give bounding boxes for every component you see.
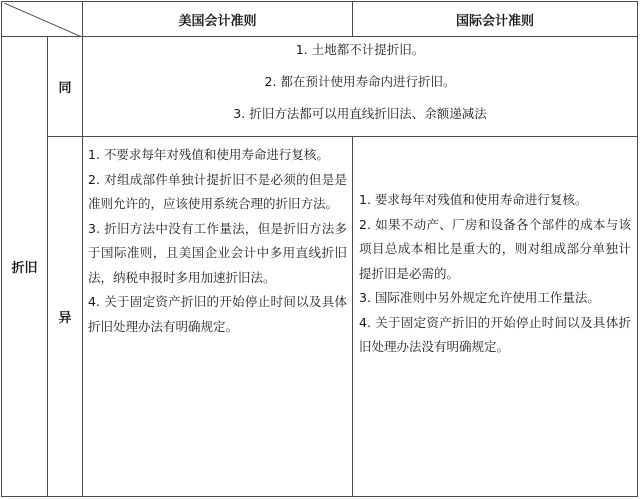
ifrs-difference-item: 3. 国际准则中另外规定允许使用工作量法。 xyxy=(359,290,600,305)
similarity-item: 2. 都在预计使用寿命内进行折旧。 xyxy=(264,74,456,89)
ifrs-difference-item: 2. 如果不动产、厂房和设备各个部件的成本与该项目总成本相比是重大的，则对组成部分单独计提折旧是必需的。 xyxy=(359,216,631,281)
row-label-depreciation: 折旧 xyxy=(11,261,38,276)
table-border-right xyxy=(637,1,638,497)
diagonal-corner-cell xyxy=(4,3,82,37)
similarities-list xyxy=(83,42,637,134)
same-diff-divider xyxy=(47,136,638,137)
similarity-item: 1. 土地都不计提折旧。 xyxy=(295,42,425,57)
header-ifrs: 国际会计准则 xyxy=(455,13,534,29)
header-us-gaap: 美国会计准则 xyxy=(178,13,257,29)
ifrs-difference-item: 4. 关于固定资产折旧的开始停止时间以及具体折旧处理办法没有明确规定。 xyxy=(359,314,631,354)
us-gaap-difference-item: 4. 关于固定资产折旧的开始停止时间以及具体折旧处理办法有明确规定。 xyxy=(88,294,347,334)
standards-divider-bottom xyxy=(352,136,353,497)
differences-ifrs xyxy=(359,188,631,360)
table-border-bottom xyxy=(1,496,638,497)
differences-us-gaap xyxy=(88,143,347,339)
us-gaap-difference-item: 1. 不要求每年对残值和使用寿命进行复核。 xyxy=(88,147,329,162)
label-differences: 异 xyxy=(58,311,72,326)
label-similarities: 同 xyxy=(58,81,72,96)
us-gaap-difference-item: 3. 折旧方法中没有工作量法，但是折旧方法多于国际准则，且美国企业会计中多用直线折旧法，纳税申报时多用加速折旧法。 xyxy=(88,220,347,285)
similarity-item: 3. 折旧方法都可以用直线折旧法、余额递减法 xyxy=(233,106,487,121)
ifrs-difference-item: 1. 要求每年对残值和使用寿命进行复核。 xyxy=(359,192,588,207)
us-gaap-difference-item: 2. 对组成部件单独计提折旧不是必须的但是是准则允许的，应该使用系统合理的折旧方法。 xyxy=(88,171,347,211)
header-divider xyxy=(1,36,638,37)
